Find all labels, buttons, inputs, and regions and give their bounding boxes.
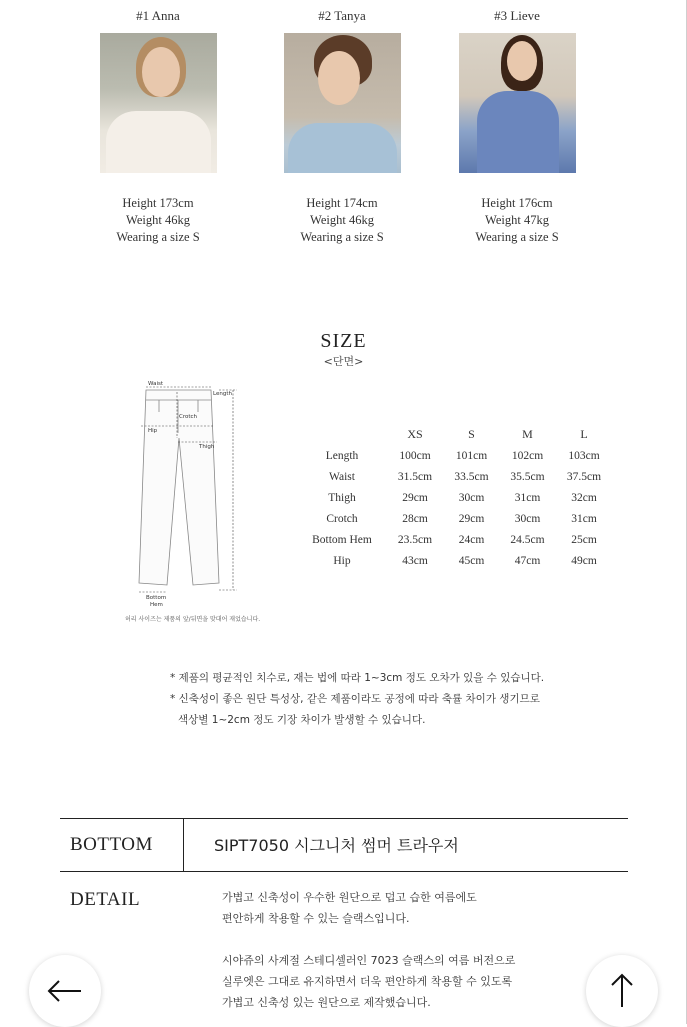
model-height: Height 173cm xyxy=(122,196,194,210)
cell: 101cm xyxy=(455,449,488,462)
size-table xyxy=(298,424,612,571)
model-size: Wearing a size S xyxy=(300,230,384,244)
arrow-left-icon xyxy=(45,976,85,1006)
diagram-label-length: Length xyxy=(213,391,232,397)
table-row xyxy=(298,508,612,529)
model-height: Height 176cm xyxy=(481,196,553,210)
diagram-label-crotch: Crotch xyxy=(179,414,198,420)
row-label: Hip xyxy=(333,554,351,567)
note-line: * 신축성이 좋은 원단 특성상, 같은 제품이라도 공정에 따라 축률 차이가 생기므로 xyxy=(170,693,540,705)
diagram-label-hip: Hip xyxy=(148,428,158,434)
table-row xyxy=(298,529,612,550)
size-title: SIZE xyxy=(320,330,367,352)
cell: 102cm xyxy=(511,449,544,462)
cell: 24cm xyxy=(458,533,485,546)
detail-description xyxy=(222,887,515,1013)
model-size: Wearing a size S xyxy=(116,230,200,244)
diagram-label-hem: Hem xyxy=(150,602,163,608)
product-label: BOTTOM xyxy=(70,834,153,855)
model-name: #2 Tanya xyxy=(318,8,366,23)
model-photo xyxy=(100,33,217,173)
row-label: Waist xyxy=(329,470,355,483)
size-notes xyxy=(170,668,544,731)
model-card-3 xyxy=(437,8,597,246)
model-weight: Weight 46kg xyxy=(310,213,374,227)
col-header-l: L xyxy=(580,427,588,441)
row-label: Length xyxy=(325,449,359,462)
col-header-xs: XS xyxy=(407,427,423,441)
cell: 29cm xyxy=(458,512,485,525)
row-label: Thigh xyxy=(328,491,356,504)
scroll-top-button[interactable] xyxy=(586,955,658,1027)
table-header-row xyxy=(298,424,612,445)
cell: 35.5cm xyxy=(510,470,545,483)
table-row xyxy=(298,550,612,571)
col-header-s: S xyxy=(468,427,475,441)
cell: 37.5cm xyxy=(566,470,602,483)
cell: 23.5cm xyxy=(397,533,433,546)
detail-line: 가볍고 신축성 있는 원단으로 제작했습니다. xyxy=(222,996,431,1009)
note-line: 색상별 1~2cm 정도 기장 차이가 발생할 수 있습니다. xyxy=(178,714,426,726)
row-label: Bottom Hem xyxy=(312,533,372,546)
product-info-row xyxy=(60,818,628,872)
model-name: #3 Lieve xyxy=(494,8,540,23)
cell: 29cm xyxy=(402,491,428,504)
cell: 33.5cm xyxy=(454,470,489,483)
diagram-label-bottom: Bottom xyxy=(146,595,167,601)
size-subtitle: <단면> xyxy=(323,355,364,368)
cell: 31cm xyxy=(571,512,597,525)
model-weight: Weight 46kg xyxy=(126,213,190,227)
diagram-label-waist: Waist xyxy=(148,381,164,387)
model-card-2 xyxy=(262,8,422,246)
cell: 24.5cm xyxy=(510,533,545,546)
detail-label: DETAIL xyxy=(70,889,141,910)
product-name: SIPT7050 시그니처 썸머 트라우저 xyxy=(214,836,459,855)
detail-line: 가볍고 신축성이 우수한 원단으로 덥고 습한 여름에도 xyxy=(222,891,477,904)
detail-line: 실루엣은 그대로 유지하면서 더욱 편안하게 착용할 수 있도록 xyxy=(222,975,513,988)
back-button[interactable] xyxy=(29,955,101,1027)
cell: 43cm xyxy=(402,554,428,567)
cell: 45cm xyxy=(458,554,485,567)
model-height: Height 174cm xyxy=(306,196,378,210)
cell: 100cm xyxy=(399,449,431,462)
model-photo xyxy=(459,33,576,173)
model-photo xyxy=(284,33,401,173)
table-row xyxy=(298,487,612,508)
cell: 103cm xyxy=(568,449,600,462)
divider xyxy=(183,819,184,871)
table-row xyxy=(298,445,612,466)
col-header-m: M xyxy=(522,427,533,441)
model-weight: Weight 47kg xyxy=(485,213,549,227)
model-name: #1 Anna xyxy=(136,8,180,23)
cell: 25cm xyxy=(571,533,597,546)
model-card-1 xyxy=(78,8,238,246)
cell: 30cm xyxy=(458,491,485,504)
detail-line: 편안하게 착용할 수 있는 슬랙스입니다. xyxy=(222,912,410,925)
diagram-caption: 허리 사이즈는 제품의 앞/뒤면을 맞대어 재었습니다. xyxy=(125,616,261,623)
detail-line: 시야쥬의 사계절 스테디셀러인 7023 슬랙스의 여름 버전으로 xyxy=(222,954,516,967)
table-row xyxy=(298,466,612,487)
cell: 49cm xyxy=(571,554,597,567)
diagram-label-thigh: Thigh xyxy=(199,444,215,450)
cell: 47cm xyxy=(514,554,541,567)
cell: 28cm xyxy=(402,512,428,525)
arrow-up-icon xyxy=(607,971,637,1011)
pants-measurement-diagram xyxy=(133,378,253,628)
cell: 30cm xyxy=(514,512,541,525)
cell: 32cm xyxy=(571,491,597,504)
cell: 31cm xyxy=(514,491,541,504)
model-size: Wearing a size S xyxy=(475,230,559,244)
row-label: Crotch xyxy=(326,512,358,525)
note-line: * 제품의 평균적인 치수로, 재는 법에 따라 1~3cm 정도 오차가 있을 수 있습니다. xyxy=(170,672,545,684)
cell: 31.5cm xyxy=(397,470,433,483)
